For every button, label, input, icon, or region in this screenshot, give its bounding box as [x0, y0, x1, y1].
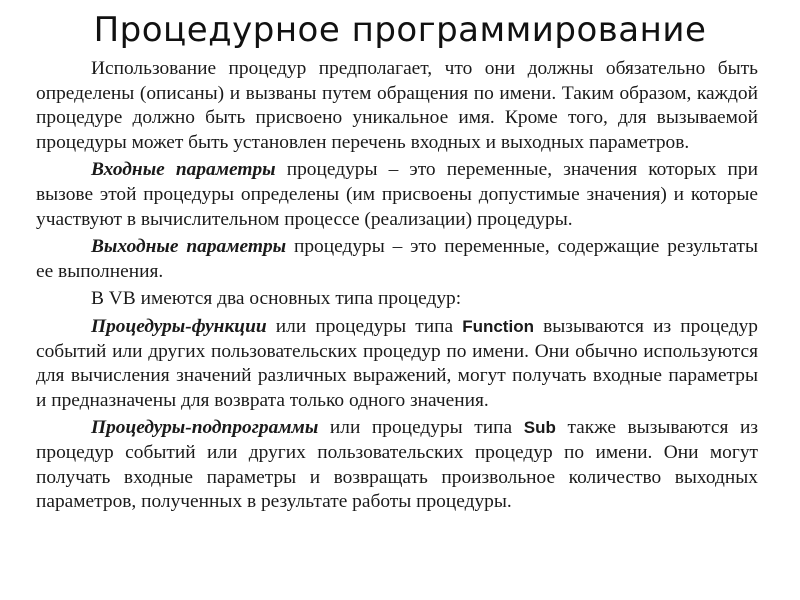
slide-title: Процедурное программирование — [93, 10, 707, 50]
keyword-function: Function — [462, 316, 534, 336]
paragraph-text: вызываются из процедур событий или других пользовательских процедур по имени. Они обычно используются для вычисления значений различных выражений, могут получать входные параметры и предназначены для возврата только одного значения. — [36, 315, 758, 411]
paragraph-text: В VB имеются два основных типа процедур: — [91, 288, 462, 310]
paragraph-input-params — [36, 158, 758, 232]
paragraph-text: процедуры – это переменные, значения которых при вызове этой процедуры определены (им присвоены допустимые значения) и которые участвуют в вычислительном процессе (реализации) процедуры. — [36, 159, 758, 230]
term-input-params: Входные параметры — [91, 159, 276, 181]
paragraph-output-params — [36, 235, 758, 284]
keyword-sub: Sub — [523, 418, 556, 438]
term-function-procedures: Процедуры-функции — [91, 315, 267, 337]
term-output-params: Выходные параметры — [91, 236, 287, 258]
paragraph-intro — [36, 57, 758, 155]
paragraph-text: Использование процедур предполагает, что они должны обязательно быть определены (описаны) и вызваны путем обращения по имени. Таким образом, каждой процедуре должно быть присвоено уникальное имя. Кроме того, для вызываемой процедуры может быть установлен перечень входных и выходных параметров. — [36, 58, 758, 153]
term-sub-procedures: Процедуры-подпрограммы — [91, 417, 319, 439]
paragraph-text: или процедуры типа — [266, 315, 463, 337]
paragraph-functions — [36, 315, 758, 413]
paragraph-text: или процедуры типа — [318, 417, 524, 439]
paragraph-text: также вызываются из процедур событий или других пользовательских процедур по имени. Они могут получать входные параметры и возвращать произвольное количество выходных параметров, полученных в результате работы процедуры. — [36, 417, 758, 513]
paragraph-subroutines — [36, 416, 758, 514]
paragraph-procedure-types — [36, 287, 758, 312]
paragraph-text: процедуры – это переменные, содержащие результаты ее выполнения. — [36, 236, 758, 282]
slide-body — [36, 57, 758, 515]
